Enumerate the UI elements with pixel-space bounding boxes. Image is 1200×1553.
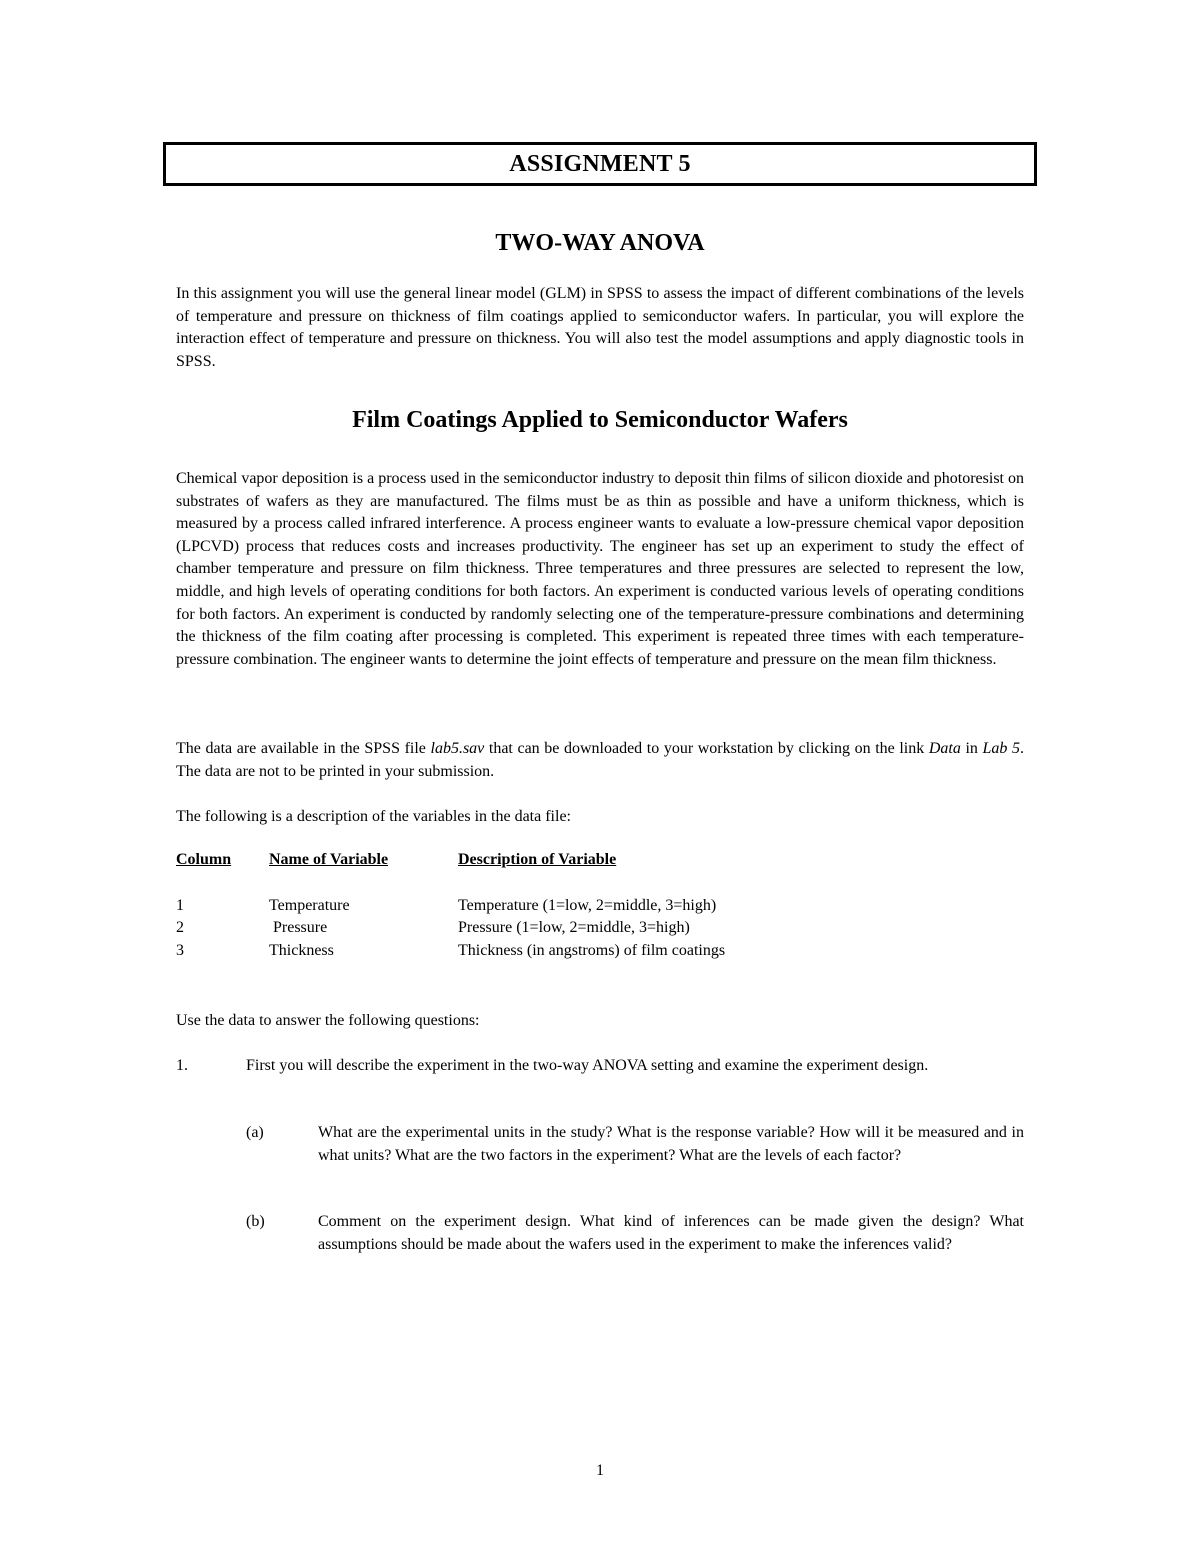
title-box (163, 142, 1037, 186)
page-number: 1 (596, 1462, 604, 1479)
row-3-column: 3 (176, 942, 184, 959)
data-text-1: The data are available in the SPSS file (176, 740, 431, 757)
description-intro: The following is a description of the variables in the data file: (176, 808, 571, 825)
row-1-description: Temperature (1=low, 2=middle, 3=high) (458, 897, 717, 914)
data-paragraph (176, 738, 1024, 783)
lab-name: Lab 5 (982, 740, 1021, 757)
row-3-name: Thickness (269, 942, 334, 959)
data-file-name: lab5.sav (430, 740, 485, 757)
description-header: Description of Variable (458, 851, 617, 868)
row-1-column: 1 (176, 897, 184, 914)
subtitle: TWO-WAY ANOVA (495, 230, 705, 256)
question-1a-text: What are the experimental units in the study? What is the response variable? How will it be measured and in what units? What are the two factors in the experiment? What are the levels of each factor? (318, 1124, 1024, 1164)
question-1a-label: (a) (246, 1124, 264, 1141)
column-header: Column (176, 851, 232, 868)
section-heading: Film Coatings Applied to Semiconductor Wafers (352, 407, 848, 433)
name-header: Name of Variable (269, 851, 389, 868)
data-text-2: that can be downloaded to your workstation by clicking on the link (484, 740, 929, 757)
question-1-number: 1. (176, 1057, 188, 1074)
use-data-text: Use the data to answer the following questions: (176, 1012, 480, 1029)
film-paragraph: Chemical vapor deposition is a process used in the semiconductor industry to deposit thin films of silicon dioxide and photoresist on substrates of wafers as they are manufactured. The films must be as thin as possible and have a uniform thickness, which is measured by a process called infrared interference. A process engineer wants to evaluate a low-pressure chemical vapor deposition (LPCVD) process that reduces costs and increases productivity. The engineer has set up an experiment to study the effect of chamber temperature and pressure on film thickness. Three temperatures and three pressures are selected to represent the low, middle, and high levels of operating conditions for both factors. An experiment is conducted various levels of operating conditions for both factors. An experiment is conducted by randomly selecting one of the temperature-pressure combinations and determining the thickness of the film coating after processing is completed. This experiment is repeated three times with each temperature-pressure combination. The engineer wants to determine the joint effects of temperature and pressure on the mean film thickness. (176, 470, 1024, 668)
question-1-text: First you will describe the experiment in the two-way ANOVA setting and examine the experiment design. (246, 1057, 929, 1074)
row-1-name: Temperature (269, 897, 350, 914)
data-text-3: in (960, 740, 983, 757)
intro-paragraph: In this assignment you will use the general linear model (GLM) in SPSS to assess the impact of different combinations of the levels of temperature and pressure on thickness of film coatings applied to semiconductor wafers. In particular, you will explore the interaction effect of temperature and pressure on thickness. You will also test the model assumptions and apply diagnostic tools in SPSS. (176, 285, 1024, 370)
row-2-column: 2 (176, 919, 184, 936)
row-2-name: Pressure (269, 919, 328, 936)
question-1b-label: (b) (246, 1213, 265, 1230)
question-1b-text: Comment on the experiment design. What kind of inferences can be made given the design? What assumptions should be made about the wafers used in the experiment to make the inferences valid? (318, 1213, 1024, 1253)
data-link[interactable]: Data (928, 740, 961, 757)
row-3-description: Thickness (in angstroms) of film coatings (458, 942, 726, 959)
data-text-4: . The data are not to be printed in your submission. (176, 740, 1025, 780)
row-2-description: Pressure (1=low, 2=middle, 3=high) (458, 919, 690, 936)
assignment-title: ASSIGNMENT 5 (509, 150, 691, 177)
